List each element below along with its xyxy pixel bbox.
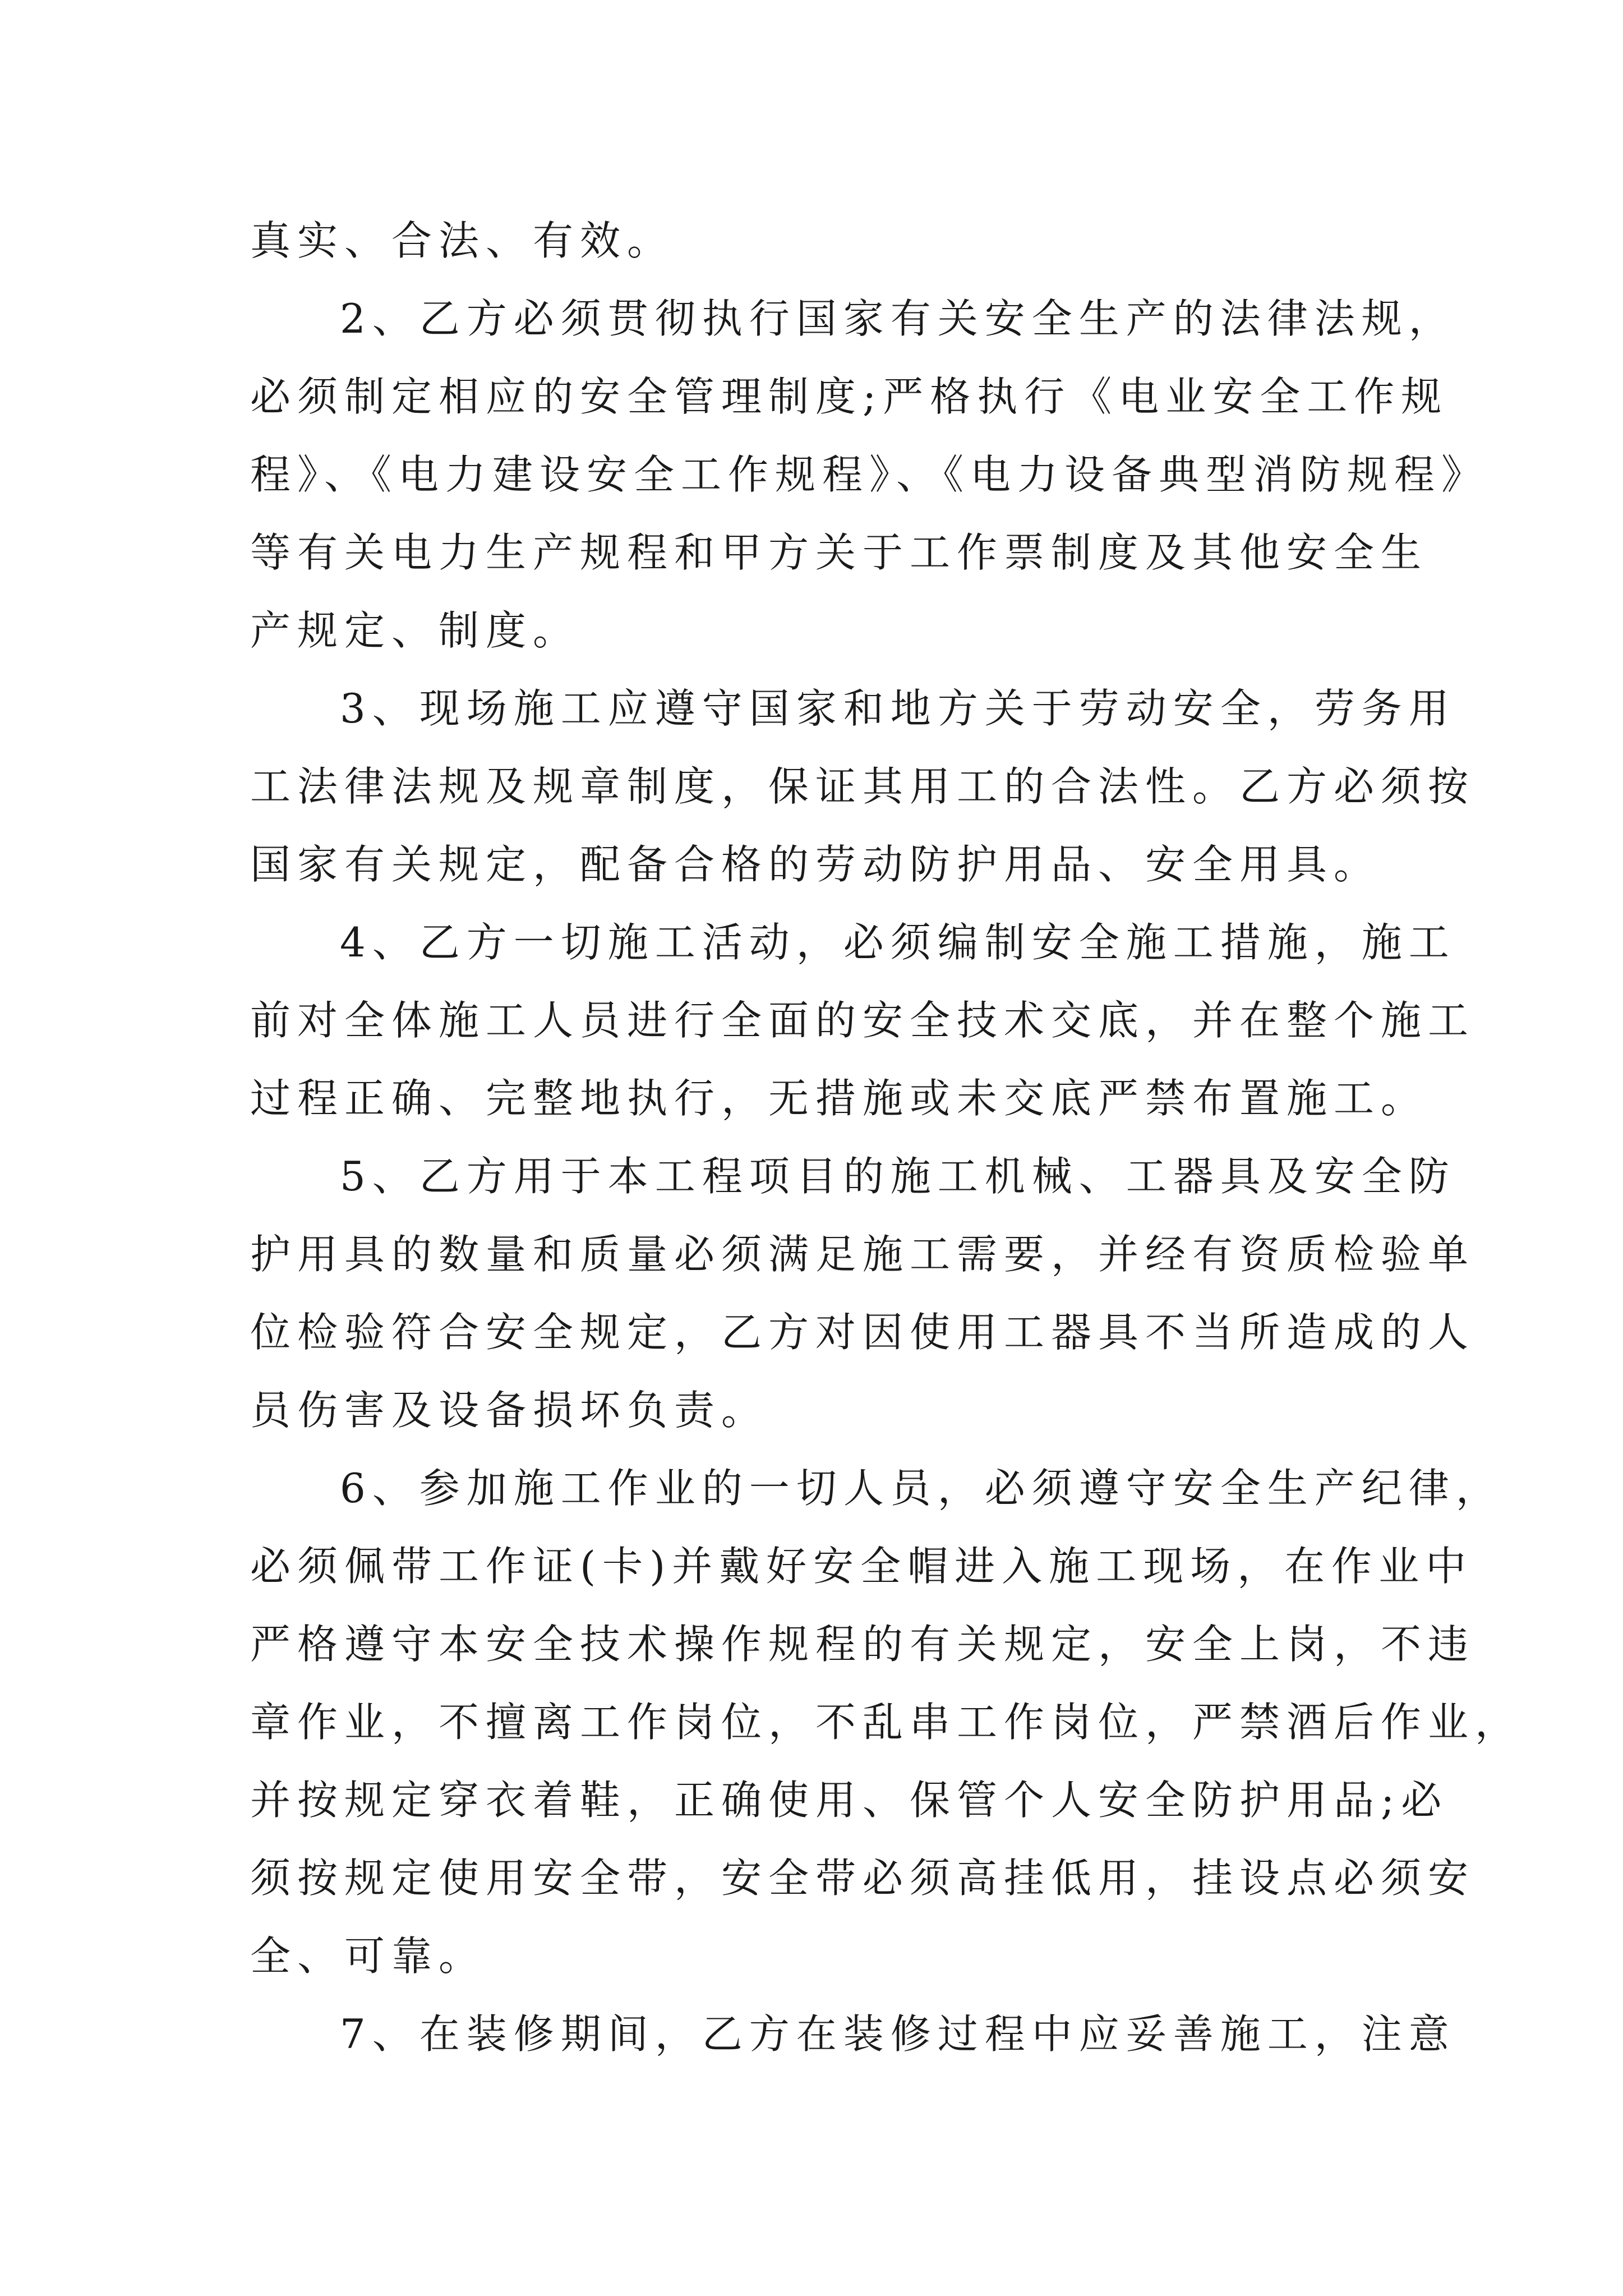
paragraph-start-line: 7、在装修期间，乙方在装修过程中应妥善施工，注意 xyxy=(340,2010,1456,2058)
text-line: 工法律法规及规章制度，保证其用工的合法性。乙方必须按 xyxy=(250,763,1476,810)
document-body xyxy=(250,202,1523,2073)
paragraph-start-line: 2、乙方必须贯彻执行国家有关安全生产的法律法规， xyxy=(340,295,1456,342)
text-line: 前对全体施工人员进行全面的安全技术交底，并在整个施工 xyxy=(250,997,1476,1044)
text-line: 真实、合法、有效。 xyxy=(250,217,675,264)
paragraph-start-line: 3、现场施工应遵守国家和地方关于劳动安全，劳务用 xyxy=(340,685,1456,732)
text-line: 全、可靠。 xyxy=(250,1932,486,1980)
paragraph-start-line: 4、乙方一切施工活动，必须编制安全施工措施，施工 xyxy=(340,919,1456,966)
text-line: 员伤害及设备损坏负责。 xyxy=(250,1387,769,1434)
text-line: 严格遵守本安全技术操作规程的有关规定，安全上岗，不违 xyxy=(250,1621,1476,1668)
text-line: 章作业，不擅离工作岗位，不乱串工作岗位，严禁酒后作业， xyxy=(250,1699,1523,1746)
text-line: 产规定、制度。 xyxy=(250,607,580,654)
text-line: 必须制定相应的安全管理制度;严格执行《电业安全工作规 xyxy=(250,373,1449,420)
text-line: 程》、《电力建设安全工作规程》、《电力设备典型消防规程》 xyxy=(250,451,1489,498)
text-line: 等有关电力生产规程和甲方关于工作票制度及其他安全生 xyxy=(250,529,1428,576)
text-line: 国家有关规定，配备合格的劳动防护用品、安全用具。 xyxy=(250,841,1381,888)
paragraph-start-line: 5、乙方用于本工程项目的施工机械、工器具及安全防 xyxy=(340,1153,1456,1200)
text-line: 并按规定穿衣着鞋，正确使用、保管个人安全防护用品;必 xyxy=(250,1777,1449,1824)
text-line: 过程正确、完整地执行，无措施或未交底严禁布置施工。 xyxy=(250,1075,1428,1122)
paragraph-start-line: 6、参加施工作业的一切人员，必须遵守安全生产纪律， xyxy=(340,1465,1503,1512)
text-line: 必须佩带工作证(卡)并戴好安全帽进入施工现场，在作业中 xyxy=(250,1543,1473,1590)
text-line: 位检验符合安全规定，乙方对因使用工器具不当所造成的人 xyxy=(250,1309,1476,1356)
text-line: 须按规定使用安全带，安全带必须高挂低用，挂设点必须安 xyxy=(250,1855,1476,1902)
text-line: 护用具的数量和质量必须满足施工需要，并经有资质检验单 xyxy=(250,1231,1476,1278)
